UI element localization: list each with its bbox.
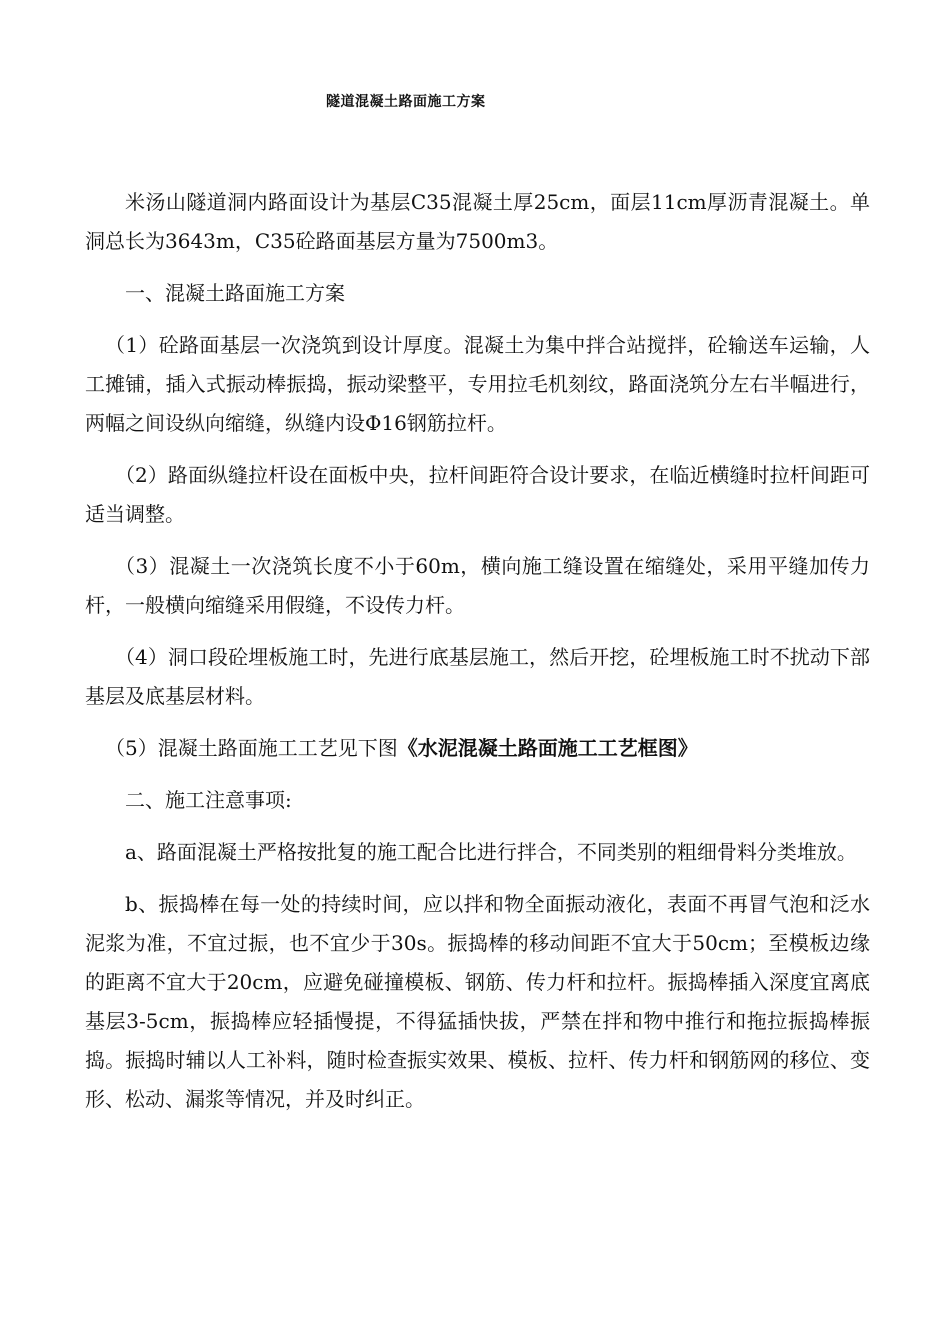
item-1-paragraph: （1）砼路面基层一次浇筑到设计厚度。混凝土为集中拌合站搅拌，砼输送车运输，人工摊铺，插入式振动棒振捣，振动梁整平，专用拉毛机刻纹，路面浇筑分左右半幅进行，两幅之间设纵向缩缝，纵缝内设Φ16钢筋拉杆。	[85, 333, 870, 435]
item-5-paragraph	[85, 729, 870, 768]
item-2-paragraph: （2）路面纵缝拉杆设在面板中央，拉杆间距符合设计要求，在临近横缝时拉杆间距可适当调整。	[85, 463, 870, 526]
section-1-heading: 一、混凝土路面施工方案	[125, 281, 345, 305]
note-b-paragraph: b、振捣棒在每一处的持续时间，应以拌和物全面振动液化，表面不再冒气泡和泛水泥浆为准，不宜过振，也不宜少于30s。振捣棒的移动间距不宜大于50cm；至模板边缘的距离不宜大于20cm，应避免碰撞模板、钢筋、传力杆和拉杆。振捣棒插入深度宜离底基层3-5cm，振捣棒应轻插慢提，不得猛插快拔，严禁在拌和物中推行和拖拉振捣棒振捣。振捣时辅以人工补料，随时检查振实效果、模板、拉杆、传力杆和钢筋网的移位、变形、松动、漏浆等情况，并及时纠正。	[85, 892, 870, 1111]
note-a-paragraph: a、路面混凝土严格按批复的施工配合比进行拌合，不同类别的粗细骨料分类堆放。	[125, 840, 857, 864]
item-4-paragraph: （4）洞口段砼埋板施工时，先进行底基层施工，然后开挖，砼埋板施工时不扰动下部基层及底基层材料。	[85, 645, 870, 708]
section-2-heading: 二、施工注意事项:	[125, 788, 292, 812]
item-3-paragraph: （3）混凝土一次浇筑长度不小于60m，横向施工缝设置在缩缝处，采用平缝加传力杆，一般横向缩缝采用假缝，不设传力杆。	[85, 554, 870, 617]
item-5-text: （5）混凝土路面施工工艺见下图	[105, 736, 398, 760]
document-title: 隧道混凝土路面施工方案	[326, 94, 486, 110]
document-body	[85, 183, 870, 1132]
intro-paragraph: 米汤山隧道洞内路面设计为基层C35混凝土厚25cm，面层11cm厚沥青混凝土。单洞总长为3643m，C35砼路面基层方量为7500m3。	[85, 190, 870, 253]
item-5-figure-reference: 《水泥混凝土路面施工工艺框图》	[397, 736, 698, 760]
